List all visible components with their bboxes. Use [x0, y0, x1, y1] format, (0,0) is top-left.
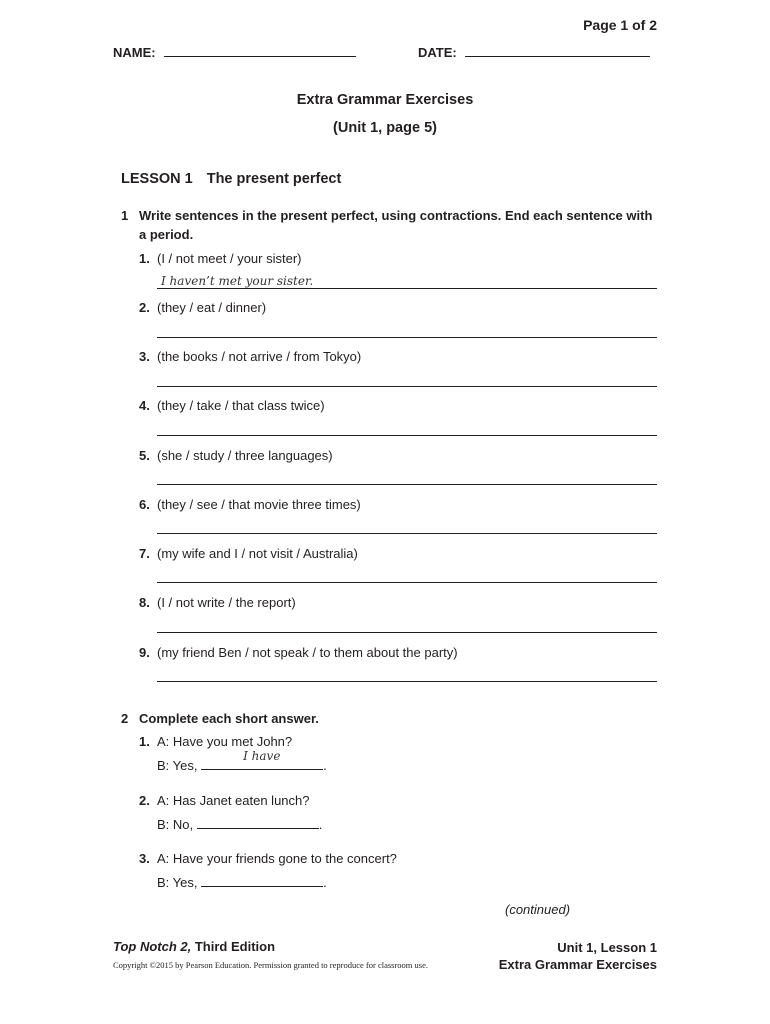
- ex1-item-5-answer-line[interactable]: [157, 484, 657, 485]
- footer-section-name: Extra Grammar Exercises: [498, 957, 657, 972]
- ex1-item-6-answer-line[interactable]: [157, 533, 657, 534]
- exercise-2-heading: [121, 709, 659, 728]
- copyright-notice: Copyright ©2015 by Pearson Education. Permission granted to reproduce for classroom use.: [113, 960, 428, 970]
- page-number: Page 1 of 2: [583, 17, 657, 33]
- ex2-item-3: 3. A: Have your friends gone to the concert? B: Yes, .: [139, 851, 397, 890]
- ex1-item-1-answer: I haven’t met your sister.: [161, 274, 314, 288]
- ex1-item-2-prompt: 2. (they / eat / dinner): [139, 300, 267, 315]
- ex1-item-4-prompt: 4. (they / take / that class twice): [139, 398, 325, 413]
- name-blank[interactable]: [164, 44, 356, 57]
- continued-note: (continued): [505, 902, 571, 917]
- lesson-label: LESSON 1: [121, 171, 193, 187]
- exercise-1-instruction: Write sentences in the present perfect, using contractions. End each sentence with a period.: [139, 208, 653, 242]
- ex1-item-3-prompt: 3. (the books / not arrive / from Tokyo): [139, 349, 362, 364]
- lesson-topic: The present perfect: [206, 171, 342, 187]
- footer-book-title: Top Notch 2, Third Edition: [113, 939, 276, 954]
- ex1-item-1-prompt: 1. (I / not meet / your sister): [139, 251, 302, 266]
- ex2-item-2: 2. A: Has Janet eaten lunch? B: No, .: [139, 793, 323, 832]
- exercise-1-heading: [121, 206, 659, 244]
- date-label: DATE:: [418, 45, 457, 60]
- lesson-heading: [121, 171, 341, 187]
- ex2-item-1: 1. A: Have you met John? B: Yes, I have .: [139, 734, 327, 773]
- ex1-item-8-prompt: 8. (I / not write / the report): [139, 595, 296, 610]
- name-field: [113, 44, 356, 60]
- exercise-2-number: 2: [121, 711, 129, 726]
- page-subtitle: (Unit 1, page 5): [333, 120, 437, 136]
- ex1-item-7-prompt: 7. (my wife and I / not visit / Australia): [139, 546, 358, 561]
- ex2-item-1-question: A: Have you met John?: [157, 734, 293, 749]
- footer-section: [499, 939, 657, 973]
- ex2-item-1-answer-blank[interactable]: [201, 749, 323, 770]
- ex1-item-7-answer-line[interactable]: [157, 582, 657, 583]
- date-blank[interactable]: [465, 44, 650, 57]
- ex1-item-6-prompt: 6. (they / see / that movie three times): [139, 497, 361, 512]
- ex1-item-9-answer-line[interactable]: [157, 681, 657, 682]
- name-label: NAME:: [113, 45, 156, 60]
- page-title: Extra Grammar Exercises: [296, 92, 474, 108]
- ex2-item-3-question: A: Have your friends gone to the concert?: [157, 851, 397, 866]
- ex1-item-8-answer-line[interactable]: [157, 632, 657, 633]
- exercise-1-number: 1: [121, 208, 129, 223]
- ex2-item-2-answer-blank[interactable]: [197, 813, 319, 829]
- ex1-item-3-answer-line[interactable]: [157, 386, 657, 387]
- ex2-item-3-answer-blank[interactable]: [201, 871, 323, 887]
- exercise-2-instruction: Complete each short answer.: [139, 711, 319, 726]
- ex1-item-5-prompt: 5. (she / study / three languages): [139, 448, 333, 463]
- ex1-item-2-answer-line[interactable]: [157, 337, 657, 338]
- footer-unit-lesson: Unit 1, Lesson 1: [557, 940, 657, 955]
- ex1-item-1-answer-line[interactable]: [157, 288, 657, 289]
- ex2-item-2-question: A: Has Janet eaten lunch?: [157, 793, 310, 808]
- ex1-item-4-answer-line[interactable]: [157, 435, 657, 436]
- ex1-item-9-prompt: 9. (my friend Ben / not speak / to them about the party): [139, 645, 458, 660]
- date-field: [418, 44, 650, 60]
- ex2-item-1-answer: I have: [243, 749, 281, 763]
